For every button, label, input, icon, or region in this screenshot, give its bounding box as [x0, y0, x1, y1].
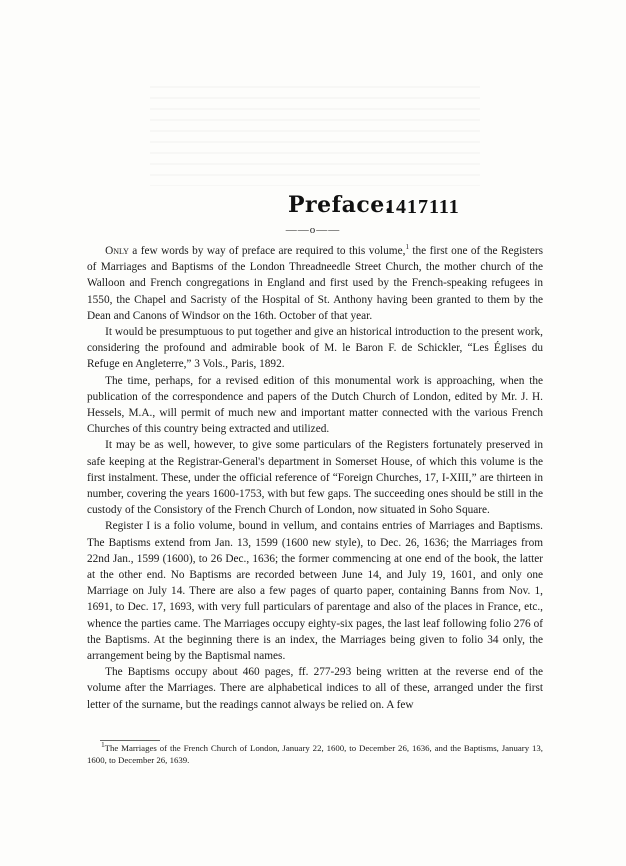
bleed-through-shadow	[150, 86, 480, 186]
footnote	[87, 742, 543, 766]
paragraph-6: The Baptisms occupy about 460 pages, ff. 277-293 being written at the reverse end of the volume after the Marriages. There are alphabetical indices to all of these, arranged under the first letter of the surname, but the readings cannot always be relied on. A few	[87, 666, 543, 711]
paragraph-text: the first one of the Registers of Marriages and Baptisms of the London Threadneedle Street Church, the mother church of the Walloon and French congregations in England and first used by the French-speaking refugees in 1550, the Chapel and Sacristy of the Hospital of St. Anthony having been granted to them by the Dean and Canons of Windsor on the 16th. October of that year.	[87, 245, 543, 322]
accession-number: 1417111	[385, 196, 460, 218]
lead-word: Only	[105, 245, 129, 257]
paragraph-4: It may be as well, however, to give some particulars of the Registers fortunately preserved in safe keeping at the Registrar-General's department in Somerset House, of which this volume is the first instalment. These, under the official reference of “Foreign Churches, 17, I-XIII,” are thirteen in number, covering the years 1600-1753, with but few gaps. The succeeding ones should be still in the custody of the Consistory of the French Church of London, now situated in Soho Square.	[87, 439, 543, 517]
page-title: Preface.	[288, 192, 393, 218]
preface-body	[87, 243, 543, 713]
footnote-reference: 1	[405, 243, 409, 252]
footnote-marker: 1	[101, 741, 105, 750]
footnote-text: The Marriages of the French Church of London, January 22, 1600, to December 26, 1636, and the Baptisms, January 13, 1600, to December 26, 1639.	[87, 743, 543, 765]
paragraph-text: a few words by way of preface are required to this volume,	[128, 245, 406, 257]
title-ornament: ——o——	[285, 224, 341, 236]
footnote-rule	[100, 740, 160, 741]
paragraph-1	[87, 243, 543, 324]
paragraph-2: It would be presumptuous to put together and give an historical introduction to the present work, considering the profound and admirable book of M. le Baron F. de Schickler, “Les Églises du Refuge en Angleterre,” 3 Vols., Paris, 1892.	[87, 326, 543, 371]
preface-header	[0, 190, 626, 224]
paragraph-5: Register I is a folio volume, bound in vellum, and contains entries of Marriages and Baptisms. The Baptisms extend from Jan. 13, 1599 (1600 new style), to Dec. 26, 1636; the Marriages from 22nd Jan., 1599 (1600), to 26 Dec., 1636; the former commencing at one end of the book, the latter at the other end. No Baptisms are recorded between June 14, and July 19, 1601, and only one Marriage on July 14. There are also a few pages of quarto paper, containing Banns from Nov. 1, 1691, to Dec. 17, 1693, with very full particulars of parentage and also of the places in France, etc., whence the parties came. The Marriages occupy eighty-six pages, the last leaf following folio 276 of the Baptisms. At the beginning there is an index, the Marriages being given to folio 34 only, the arrangement being by the Baptismal names.	[87, 520, 543, 663]
paragraph-3: The time, perhaps, for a revised edition of this monumental work is approaching, when the publication of the correspondence and papers of the Dutch Church of London, edited by Mr. J. H. Hessels, M.A., will permit of much new and important matter connected with the various French Churches of this country being extracted and utilized.	[87, 374, 543, 436]
